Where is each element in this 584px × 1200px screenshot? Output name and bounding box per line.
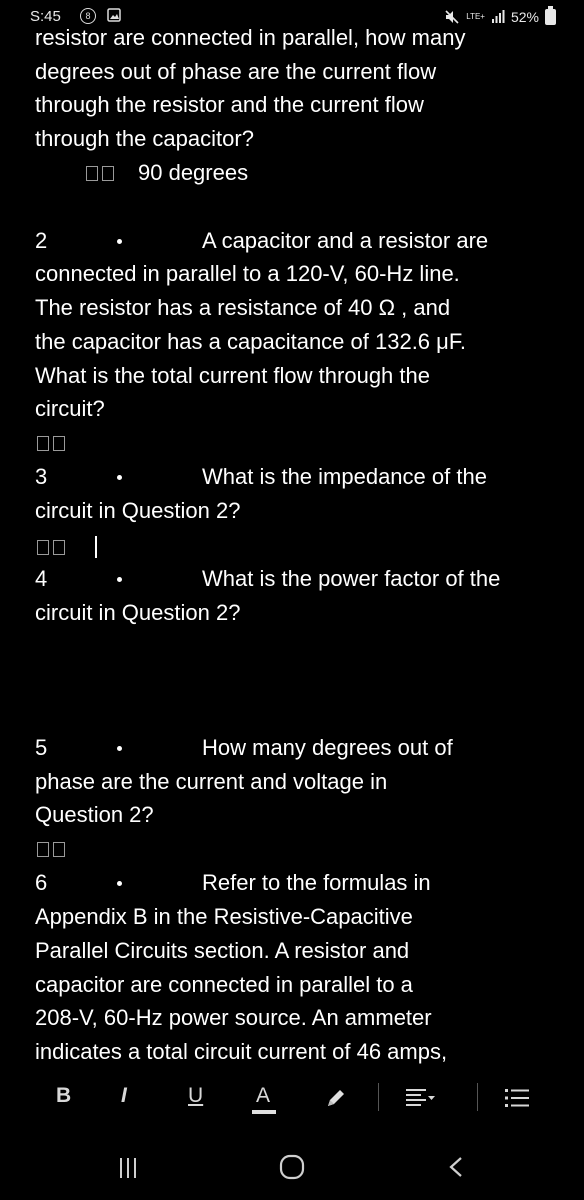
answer-placeholder-glyphs[interactable] bbox=[37, 842, 65, 857]
question-line: phase are the current and voltage in bbox=[35, 769, 388, 794]
prev-question-line: degrees out of phase are the current flow bbox=[35, 59, 437, 84]
prev-answer: 90 degrees bbox=[138, 160, 249, 185]
home-icon bbox=[279, 1154, 305, 1180]
align-left-icon[interactable] bbox=[406, 1086, 436, 1110]
question-number: 3 bbox=[35, 464, 48, 489]
question-line: circuit in Question 2? bbox=[35, 498, 241, 523]
underline-button[interactable]: U bbox=[188, 1084, 204, 1107]
back-button[interactable] bbox=[406, 1130, 506, 1200]
question-heading: How many degrees out of bbox=[202, 735, 453, 760]
question-line: connected in parallel to a 120-V, 60-Hz line. bbox=[35, 261, 460, 286]
question-heading: A capacitor and a resistor are bbox=[202, 228, 489, 253]
bullet bbox=[117, 577, 122, 582]
system-navigation-bar bbox=[0, 1130, 584, 1200]
text-cursor bbox=[95, 536, 97, 558]
bullet-list-icon[interactable] bbox=[505, 1086, 529, 1110]
recents-button[interactable] bbox=[78, 1130, 178, 1200]
question-heading: What is the power factor of the bbox=[202, 566, 501, 591]
pen-icon[interactable] bbox=[324, 1086, 348, 1110]
question-heading: Refer to the formulas in bbox=[202, 870, 431, 895]
italic-button[interactable]: I bbox=[121, 1084, 127, 1107]
bullet bbox=[117, 239, 122, 244]
bold-button[interactable]: B bbox=[56, 1084, 72, 1107]
back-icon bbox=[448, 1156, 464, 1178]
question-number: 4 bbox=[35, 566, 48, 591]
question-line: circuit? bbox=[35, 396, 105, 421]
question-line: capacitor are connected in parallel to a bbox=[35, 972, 413, 997]
question-line: Parallel Circuits section. A resistor and bbox=[35, 938, 410, 963]
question-line: circuit in Question 2? bbox=[35, 600, 241, 625]
question-number: 2 bbox=[35, 228, 48, 253]
question-line: 208-V, 60-Hz power source. An ammeter bbox=[35, 1005, 432, 1030]
prev-question-line: resistor are connected in parallel, how many bbox=[35, 25, 466, 50]
status-time: S:45 bbox=[30, 8, 61, 25]
answer-placeholder-glyphs[interactable] bbox=[37, 436, 65, 451]
question-line: the capacitor has a capacitance of 132.6 μF. bbox=[35, 329, 466, 354]
prev-question-line: through the resistor and the current flow bbox=[35, 92, 424, 117]
prev-question-line: through the capacitor? bbox=[35, 126, 254, 151]
notification-badge-icon: 8 bbox=[80, 8, 96, 24]
toolbar-divider bbox=[378, 1083, 379, 1111]
question-line: Appendix B in the Resistive-Capacitive bbox=[35, 904, 413, 929]
network-type: LTE+ bbox=[466, 12, 485, 21]
answer-placeholder-glyphs[interactable] bbox=[37, 540, 65, 555]
bullet bbox=[117, 746, 122, 751]
question-line: The resistor has a resistance of 40 Ω , and bbox=[35, 295, 451, 320]
font-color-button[interactable]: A bbox=[256, 1084, 271, 1107]
bullet bbox=[117, 881, 122, 886]
toolbar-divider bbox=[477, 1083, 478, 1111]
question-number: 6 bbox=[35, 870, 48, 895]
question-line: Question 2? bbox=[35, 802, 154, 827]
battery-percent: 52% bbox=[510, 9, 539, 25]
font-color-swatch bbox=[252, 1110, 276, 1114]
question-line: indicates a total circuit current of 46 amps, bbox=[35, 1039, 448, 1064]
recents-icon bbox=[119, 1158, 137, 1178]
question-number: 5 bbox=[35, 735, 48, 760]
question-heading: What is the impedance of the bbox=[202, 464, 487, 489]
bullet bbox=[117, 475, 122, 480]
formatting-toolbar bbox=[0, 1066, 584, 1126]
question-line: What is the total current flow through the bbox=[35, 363, 430, 388]
home-button[interactable] bbox=[242, 1130, 342, 1200]
answer-placeholder-glyphs bbox=[86, 166, 114, 181]
